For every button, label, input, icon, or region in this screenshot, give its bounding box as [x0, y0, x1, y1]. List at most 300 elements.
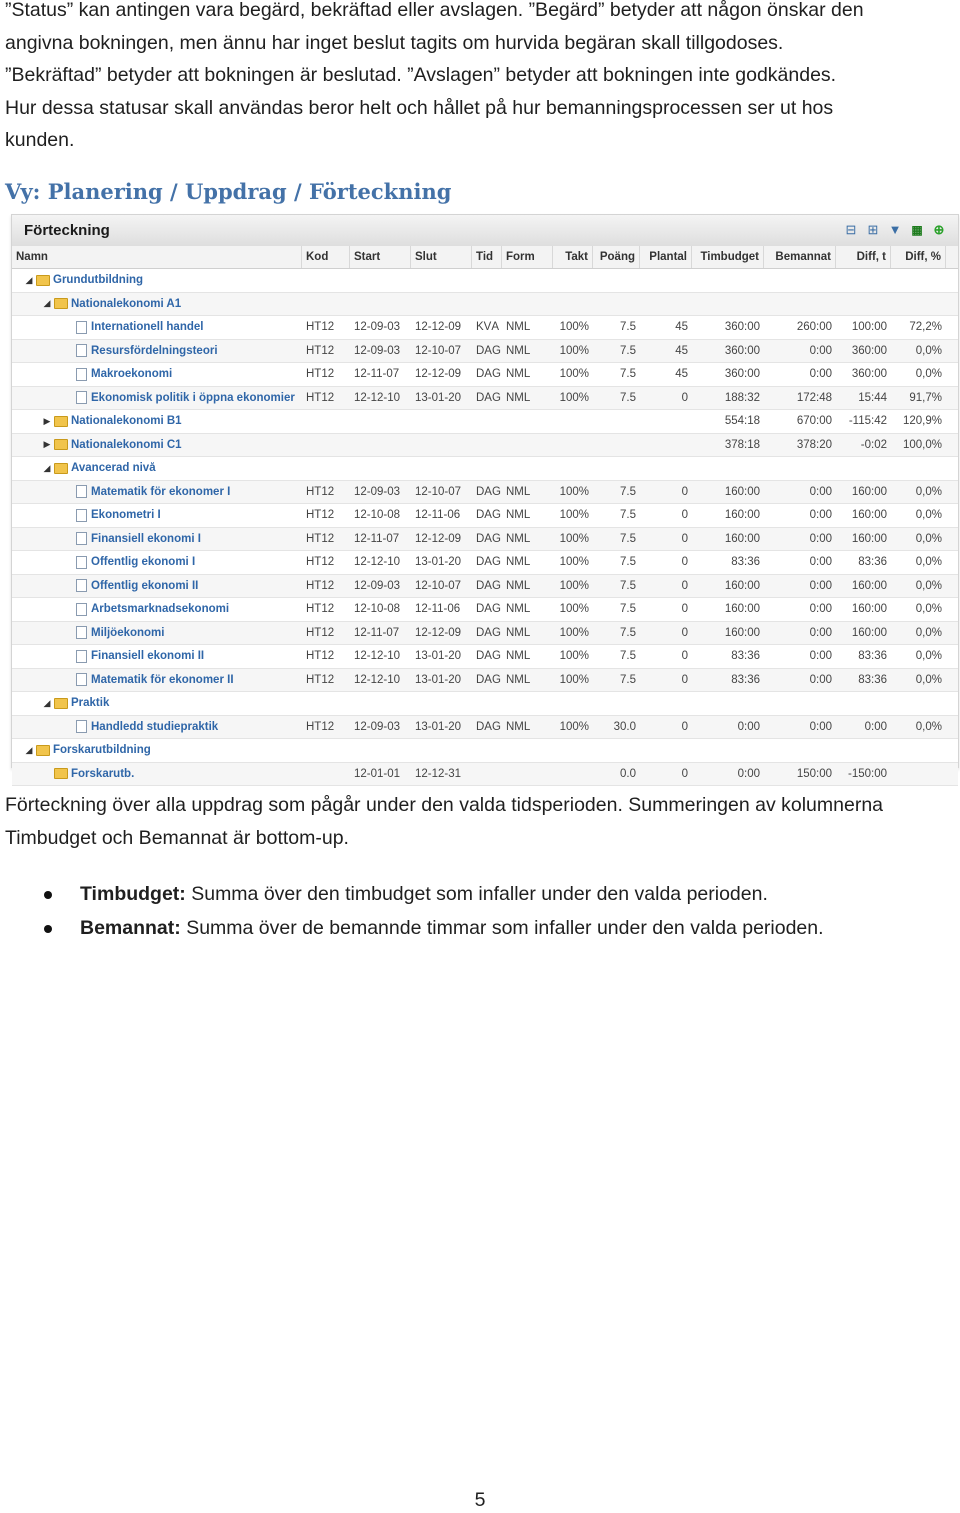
- diff-t-cell: 83:36: [858, 556, 887, 569]
- collapse-arrow-icon[interactable]: ◢: [43, 298, 51, 309]
- plantal-cell: 0: [681, 579, 688, 592]
- row-name[interactable]: Praktik: [71, 697, 110, 710]
- form-cell: NML: [506, 532, 531, 545]
- diff-t-cell: 83:36: [858, 650, 887, 663]
- start-cell: 12-12-10: [354, 556, 401, 569]
- diff-pct-cell: 0,0%: [915, 509, 942, 522]
- slut-cell: 12-12-09: [415, 321, 462, 334]
- form-cell: NML: [506, 344, 531, 357]
- start-cell: 12-12-10: [354, 391, 401, 404]
- diff-t-cell: -115:42: [848, 415, 887, 428]
- row-name[interactable]: Nationalekonomi C1: [71, 438, 182, 451]
- name-cell: [12, 744, 302, 756]
- plantal-cell: 0: [681, 650, 688, 663]
- collapse-arrow-icon[interactable]: ◢: [43, 462, 51, 473]
- timbudget-cell: 83:36: [731, 650, 760, 663]
- kod-cell: HT12: [306, 626, 335, 639]
- form-cell: NML: [506, 509, 531, 522]
- row-name[interactable]: Ekonometri I: [91, 509, 161, 522]
- diff-pct-cell: 0,0%: [915, 532, 942, 545]
- column-header-slut[interactable]: Slut: [411, 246, 472, 268]
- column-header-diff-t[interactable]: Diff, t: [836, 246, 891, 268]
- takt-cell: 100%: [559, 579, 589, 592]
- poang-cell: 7.5: [620, 650, 636, 663]
- grid-body: [12, 269, 958, 786]
- row-name[interactable]: Finansiell ekonomi I: [91, 532, 201, 545]
- row-name[interactable]: Finansiell ekonomi II: [91, 650, 205, 663]
- diff-pct-cell: 0,0%: [915, 720, 942, 733]
- kod-cell: HT12: [306, 344, 335, 357]
- kod-cell: HT12: [306, 485, 335, 498]
- caption-line: Förteckning över alla uppdrag som pågår under den valda tidsperioden. Summeringen av kolumnerna: [5, 794, 884, 816]
- document-icon: [76, 556, 87, 569]
- form-cell: NML: [506, 579, 531, 592]
- add-icon[interactable]: ⊕: [933, 222, 945, 237]
- row-name[interactable]: Matematik för ekonomer II: [91, 673, 234, 686]
- row-name[interactable]: Matematik för ekonomer I: [91, 485, 231, 498]
- form-cell: NML: [506, 626, 531, 639]
- timbudget-cell: 83:36: [731, 556, 760, 569]
- tree-item-row[interactable]: [12, 528, 958, 552]
- folder-icon: [54, 416, 68, 427]
- plantal-cell: 0: [681, 720, 688, 733]
- poang-cell: 0.0: [620, 767, 636, 780]
- poang-cell: 7.5: [620, 626, 636, 639]
- form-cell: NML: [506, 321, 531, 334]
- column-header-kod[interactable]: Kod: [302, 246, 350, 268]
- form-cell: NML: [506, 556, 531, 569]
- intro-line: angivna bokningen, men ännu har inget beslut tagits om hurvida begäran skall tillgodoses.: [5, 31, 784, 54]
- folder-icon: [54, 298, 68, 309]
- start-cell: 12-11-07: [354, 368, 400, 381]
- kod-cell: HT12: [306, 368, 335, 381]
- document-icon: [76, 650, 87, 663]
- timbudget-cell: 360:00: [724, 344, 760, 357]
- bemannat-cell: 0:00: [809, 509, 832, 522]
- intro-line: ”Bekräftad” betyder att bokningen är beslutad. ”Avslagen” betyder att bokningen inte godkändes.: [5, 64, 837, 86]
- bullet-item: [0, 877, 960, 911]
- column-header-plantal[interactable]: Plantal: [640, 246, 692, 268]
- name-cell: [12, 344, 302, 357]
- folder-icon: [54, 768, 68, 779]
- document-icon: [76, 485, 87, 498]
- kod-cell: HT12: [306, 321, 335, 334]
- document-icon: [76, 344, 87, 357]
- kod-cell: HT12: [306, 650, 335, 663]
- forteckning-panel: [11, 214, 959, 780]
- diff-t-cell: 160:00: [851, 626, 887, 639]
- diff-t-cell: 83:36: [858, 673, 887, 686]
- takt-cell: 100%: [559, 485, 589, 498]
- poang-cell: 7.5: [620, 485, 636, 498]
- row-name[interactable]: Resursfördelningsteori: [91, 344, 218, 357]
- slut-cell: 13-01-20: [415, 391, 462, 404]
- bullet-term: Timbudget:: [80, 883, 186, 905]
- plantal-cell: 0: [681, 603, 688, 616]
- bullet-term: Bemannat:: [80, 917, 181, 939]
- row-name[interactable]: Nationalekonomi B1: [71, 415, 182, 428]
- tid-cell: DAG: [476, 650, 501, 663]
- form-cell: NML: [506, 368, 531, 381]
- name-cell: [12, 462, 302, 474]
- timbudget-cell: 160:00: [724, 579, 760, 592]
- diff-pct-cell: 100,0%: [902, 438, 942, 451]
- plantal-cell: 45: [675, 344, 688, 357]
- bemannat-cell: 150:00: [796, 767, 832, 780]
- diff-pct-cell: 0,0%: [915, 368, 942, 381]
- folder-icon: [54, 439, 68, 450]
- diff-pct-cell: 0,0%: [915, 603, 942, 616]
- bullet-dot: [44, 925, 52, 933]
- diff-t-cell: 160:00: [851, 485, 887, 498]
- plantal-cell: 0: [681, 626, 688, 639]
- slut-cell: 12-11-06: [415, 509, 461, 522]
- start-cell: 12-01-01: [354, 767, 401, 780]
- timbudget-cell: 83:36: [731, 673, 760, 686]
- bemannat-cell: 0:00: [809, 673, 832, 686]
- start-cell: 12-10-08: [354, 509, 401, 522]
- plantal-cell: 0: [681, 556, 688, 569]
- name-cell: [12, 673, 302, 686]
- slut-cell: 12-12-31: [415, 767, 462, 780]
- row-name[interactable]: Handledd studiepraktik: [91, 720, 219, 733]
- folder-icon: [54, 698, 68, 709]
- takt-cell: 100%: [559, 391, 589, 404]
- panel-header: [12, 215, 958, 247]
- document-icon: [76, 720, 87, 733]
- poang-cell: 7.5: [620, 603, 636, 616]
- takt-cell: 100%: [559, 673, 589, 686]
- takt-cell: 100%: [559, 626, 589, 639]
- timbudget-cell: 160:00: [724, 532, 760, 545]
- start-cell: 12-09-03: [354, 485, 401, 498]
- name-cell: [12, 720, 302, 733]
- folder-icon: [36, 275, 50, 286]
- column-header-name[interactable]: Namn: [12, 246, 302, 268]
- tree-folder-row[interactable]: [12, 739, 958, 763]
- collapse-icon[interactable]: ⊟: [845, 222, 857, 237]
- folder-icon: [36, 745, 50, 756]
- document-icon: [76, 509, 87, 522]
- bullet-item: [0, 911, 960, 945]
- timbudget-cell: 360:00: [724, 321, 760, 334]
- diff-t-cell: 360:00: [851, 344, 887, 357]
- excel-icon[interactable]: ▦: [911, 223, 923, 237]
- start-cell: 12-11-07: [354, 532, 400, 545]
- kod-cell: HT12: [306, 532, 335, 545]
- slut-cell: 12-10-07: [415, 485, 462, 498]
- tree-item-row[interactable]: [12, 551, 958, 575]
- grid-header: [12, 246, 958, 269]
- kod-cell: HT12: [306, 579, 335, 592]
- start-cell: 12-09-03: [354, 321, 401, 334]
- takt-cell: 100%: [559, 603, 589, 616]
- tree-folder-row[interactable]: [12, 457, 958, 481]
- timbudget-cell: 0:00: [737, 720, 760, 733]
- bemannat-cell: 0:00: [809, 626, 832, 639]
- timbudget-cell: 160:00: [724, 485, 760, 498]
- diff-pct-cell: 120,9%: [902, 415, 942, 428]
- tree-item-row[interactable]: [12, 340, 958, 364]
- column-header-bemannat[interactable]: Bemannat: [764, 246, 836, 268]
- document-icon: [76, 532, 87, 545]
- bullet-dot: [44, 891, 52, 899]
- filter-icon[interactable]: ▼: [888, 222, 902, 237]
- poang-cell: 7.5: [620, 321, 636, 334]
- document-icon: [76, 321, 87, 334]
- intro-line: Hur dessa statusar skall användas beror helt och hållet på hur bemanningsprocessen ser ut hos: [5, 96, 834, 119]
- name-cell: [12, 697, 302, 709]
- collapse-arrow-icon[interactable]: ◢: [25, 744, 33, 755]
- bemannat-cell: 0:00: [809, 603, 832, 616]
- plantal-cell: 45: [675, 321, 688, 334]
- name-cell: [12, 556, 302, 569]
- poang-cell: 7.5: [620, 391, 636, 404]
- timbudget-cell: 378:18: [724, 438, 760, 451]
- timbudget-cell: 160:00: [724, 509, 760, 522]
- bullet-text: Summa över de bemannde timmar som infaller under den valda perioden.: [180, 917, 824, 939]
- tid-cell: DAG: [476, 556, 501, 569]
- bullet-text: Summa över den timbudget som infaller under den valda perioden.: [185, 883, 768, 905]
- name-cell: [12, 603, 302, 616]
- panel-toolbar: [842, 221, 948, 239]
- tid-cell: DAG: [476, 673, 501, 686]
- diff-t-cell: 0:00: [864, 720, 887, 733]
- kod-cell: HT12: [306, 603, 335, 616]
- expand-icon[interactable]: ⊞: [867, 222, 879, 237]
- document-icon: [76, 673, 87, 686]
- timbudget-cell: 360:00: [724, 368, 760, 381]
- document-icon: [76, 391, 87, 404]
- slut-cell: 13-01-20: [415, 650, 462, 663]
- tid-cell: DAG: [476, 509, 501, 522]
- tree-item-row[interactable]: [12, 387, 958, 411]
- name-cell: [12, 274, 302, 286]
- start-cell: 12-09-03: [354, 344, 401, 357]
- diff-pct-cell: 0,0%: [915, 556, 942, 569]
- tree-item-row[interactable]: [12, 481, 958, 505]
- start-cell: 12-09-03: [354, 579, 401, 592]
- document-icon: [76, 579, 87, 592]
- plantal-cell: 0: [681, 767, 688, 780]
- row-name[interactable]: Internationell handel: [91, 321, 204, 334]
- diff-pct-cell: 0,0%: [915, 485, 942, 498]
- start-cell: 12-12-10: [354, 673, 401, 686]
- takt-cell: 100%: [559, 368, 589, 381]
- kod-cell: HT12: [306, 556, 335, 569]
- panel-title: Förteckning: [24, 222, 110, 239]
- column-header-tid[interactable]: Tid: [472, 246, 502, 268]
- column-header-takt[interactable]: Takt: [553, 246, 593, 268]
- bemannat-cell: 0:00: [809, 532, 832, 545]
- page-number: 5: [474, 1489, 486, 1511]
- bemannat-cell: 670:00: [796, 415, 832, 428]
- kod-cell: HT12: [306, 509, 335, 522]
- timbudget-cell: 0:00: [737, 767, 760, 780]
- bemannat-cell: 0:00: [809, 368, 832, 381]
- poang-cell: 7.5: [620, 532, 636, 545]
- tree-folder-row[interactable]: [12, 763, 958, 787]
- slut-cell: 12-10-07: [415, 579, 462, 592]
- form-cell: NML: [506, 485, 531, 498]
- column-header-diff-pct[interactable]: Diff, %: [891, 246, 946, 268]
- diff-t-cell: 100:00: [851, 321, 887, 334]
- tid-cell: DAG: [476, 626, 501, 639]
- plantal-cell: 0: [681, 391, 688, 404]
- document-icon: [76, 368, 87, 381]
- row-name[interactable]: Forskarutb.: [71, 767, 135, 780]
- tree-item-row[interactable]: [12, 645, 958, 669]
- name-cell: [12, 439, 302, 451]
- row-name[interactable]: Offentlig ekonomi II: [91, 579, 199, 592]
- form-cell: NML: [506, 720, 531, 733]
- bemannat-cell: 0:00: [809, 556, 832, 569]
- tree-item-row[interactable]: [12, 363, 958, 387]
- row-name[interactable]: Arbetsmarknadsekonomi: [91, 603, 230, 616]
- timbudget-cell: 160:00: [724, 626, 760, 639]
- tree-item-row[interactable]: [12, 575, 958, 599]
- bemannat-cell: 0:00: [809, 650, 832, 663]
- kod-cell: HT12: [306, 673, 335, 686]
- tid-cell: DAG: [476, 391, 501, 404]
- start-cell: 12-11-07: [354, 626, 400, 639]
- name-cell: [12, 626, 302, 639]
- name-cell: [12, 368, 302, 381]
- poang-cell: 7.5: [620, 368, 636, 381]
- bemannat-cell: 0:00: [809, 579, 832, 592]
- tid-cell: DAG: [476, 532, 501, 545]
- collapse-arrow-icon[interactable]: ◢: [25, 274, 33, 285]
- plantal-cell: 0: [681, 509, 688, 522]
- slut-cell: 12-10-07: [415, 344, 462, 357]
- form-cell: NML: [506, 673, 531, 686]
- kod-cell: HT12: [306, 720, 335, 733]
- row-name[interactable]: Forskarutbildning: [53, 744, 151, 757]
- name-cell: [12, 768, 302, 780]
- caption: [5, 789, 960, 854]
- takt-cell: 100%: [559, 720, 589, 733]
- tid-cell: KVÄ: [476, 321, 500, 334]
- column-header-form[interactable]: Form: [502, 246, 553, 268]
- intro-paragraph: [5, 0, 955, 157]
- form-cell: NML: [506, 391, 531, 404]
- bullet-list: [0, 877, 960, 945]
- start-cell: 12-09-03: [354, 720, 401, 733]
- diff-pct-cell: 0,0%: [915, 344, 942, 357]
- start-cell: 12-12-10: [354, 650, 401, 663]
- document-icon: [76, 603, 87, 616]
- name-cell: [12, 509, 302, 522]
- slut-cell: 13-01-20: [415, 720, 462, 733]
- diff-pct-cell: 0,0%: [915, 626, 942, 639]
- tid-cell: DAG: [476, 603, 501, 616]
- tree-item-row[interactable]: [12, 598, 958, 622]
- row-name[interactable]: Grundutbildning: [53, 274, 144, 287]
- form-cell: NML: [506, 603, 531, 616]
- poang-cell: 7.5: [620, 556, 636, 569]
- plantal-cell: 45: [675, 368, 688, 381]
- tree-item-row[interactable]: [12, 622, 958, 646]
- poang-cell: 30.0: [613, 720, 636, 733]
- tree-folder-row[interactable]: [12, 692, 958, 716]
- slut-cell: 12-11-06: [415, 603, 461, 616]
- diff-t-cell: -150:00: [847, 767, 887, 780]
- bemannat-cell: 260:00: [796, 321, 832, 334]
- column-header-start[interactable]: Start: [350, 246, 411, 268]
- bemannat-cell: 0:00: [809, 485, 832, 498]
- name-cell: [12, 532, 302, 545]
- expand-arrow-icon[interactable]: ▶: [43, 439, 51, 450]
- column-header-timbudget[interactable]: Timbudget: [692, 246, 764, 268]
- tid-cell: DAG: [476, 485, 501, 498]
- plantal-cell: 0: [681, 532, 688, 545]
- column-header-poang[interactable]: Poäng: [593, 246, 640, 268]
- takt-cell: 100%: [559, 556, 589, 569]
- tree-item-row[interactable]: [12, 716, 958, 740]
- diff-t-cell: 360:00: [851, 368, 887, 381]
- takt-cell: 100%: [559, 344, 589, 357]
- timbudget-cell: 160:00: [724, 603, 760, 616]
- intro-line: kunden.: [5, 129, 75, 151]
- diff-t-cell: 160:00: [851, 603, 887, 616]
- row-name[interactable]: Ekonomisk politik i öppna ekonomier: [91, 391, 295, 404]
- kod-cell: HT12: [306, 391, 335, 404]
- bemannat-cell: 172:48: [796, 391, 832, 404]
- row-name[interactable]: Nationalekonomi A1: [71, 297, 182, 310]
- name-cell: [12, 321, 302, 334]
- diff-t-cell: -0:02: [860, 438, 887, 451]
- bemannat-cell: 0:00: [809, 720, 832, 733]
- diff-pct-cell: 72,2%: [909, 321, 942, 334]
- tree-folder-row[interactable]: [12, 293, 958, 317]
- tree-item-row[interactable]: [12, 669, 958, 693]
- tree-folder-row[interactable]: [12, 410, 958, 434]
- diff-pct-cell: 0,0%: [915, 579, 942, 592]
- diff-pct-cell: 0,0%: [915, 673, 942, 686]
- poang-cell: 7.5: [620, 344, 636, 357]
- document-icon: [76, 626, 87, 639]
- slut-cell: 13-01-20: [415, 673, 462, 686]
- slut-cell: 12-12-09: [415, 368, 462, 381]
- diff-t-cell: 160:00: [851, 579, 887, 592]
- tree-folder-row[interactable]: [12, 434, 958, 458]
- plantal-cell: 0: [681, 485, 688, 498]
- name-cell: [12, 579, 302, 592]
- form-cell: NML: [506, 650, 531, 663]
- row-name[interactable]: Makroekonomi: [91, 368, 173, 381]
- takt-cell: 100%: [559, 650, 589, 663]
- name-cell: [12, 298, 302, 310]
- timbudget-cell: 554:18: [724, 415, 760, 428]
- collapse-arrow-icon[interactable]: ◢: [43, 697, 51, 708]
- view-heading: Vy: Planering / Uppdrag / Förteckning: [5, 179, 452, 204]
- tid-cell: DAG: [476, 720, 501, 733]
- diff-t-cell: 160:00: [851, 532, 887, 545]
- slut-cell: 13-01-20: [415, 556, 462, 569]
- takt-cell: 100%: [559, 321, 589, 334]
- bemannat-cell: 378:20: [796, 438, 832, 451]
- row-name[interactable]: Miljöekonomi: [91, 626, 165, 639]
- row-name[interactable]: Avancerad nivå: [71, 462, 156, 475]
- tree-item-row[interactable]: [12, 316, 958, 340]
- expand-arrow-icon[interactable]: ▶: [43, 415, 51, 426]
- tree-item-row[interactable]: [12, 504, 958, 528]
- tree-folder-row[interactable]: [12, 269, 958, 293]
- row-name[interactable]: Offentlig ekonomi I: [91, 556, 196, 569]
- diff-pct-cell: 0,0%: [915, 650, 942, 663]
- start-cell: 12-10-08: [354, 603, 401, 616]
- diff-pct-cell: 91,7%: [909, 391, 942, 404]
